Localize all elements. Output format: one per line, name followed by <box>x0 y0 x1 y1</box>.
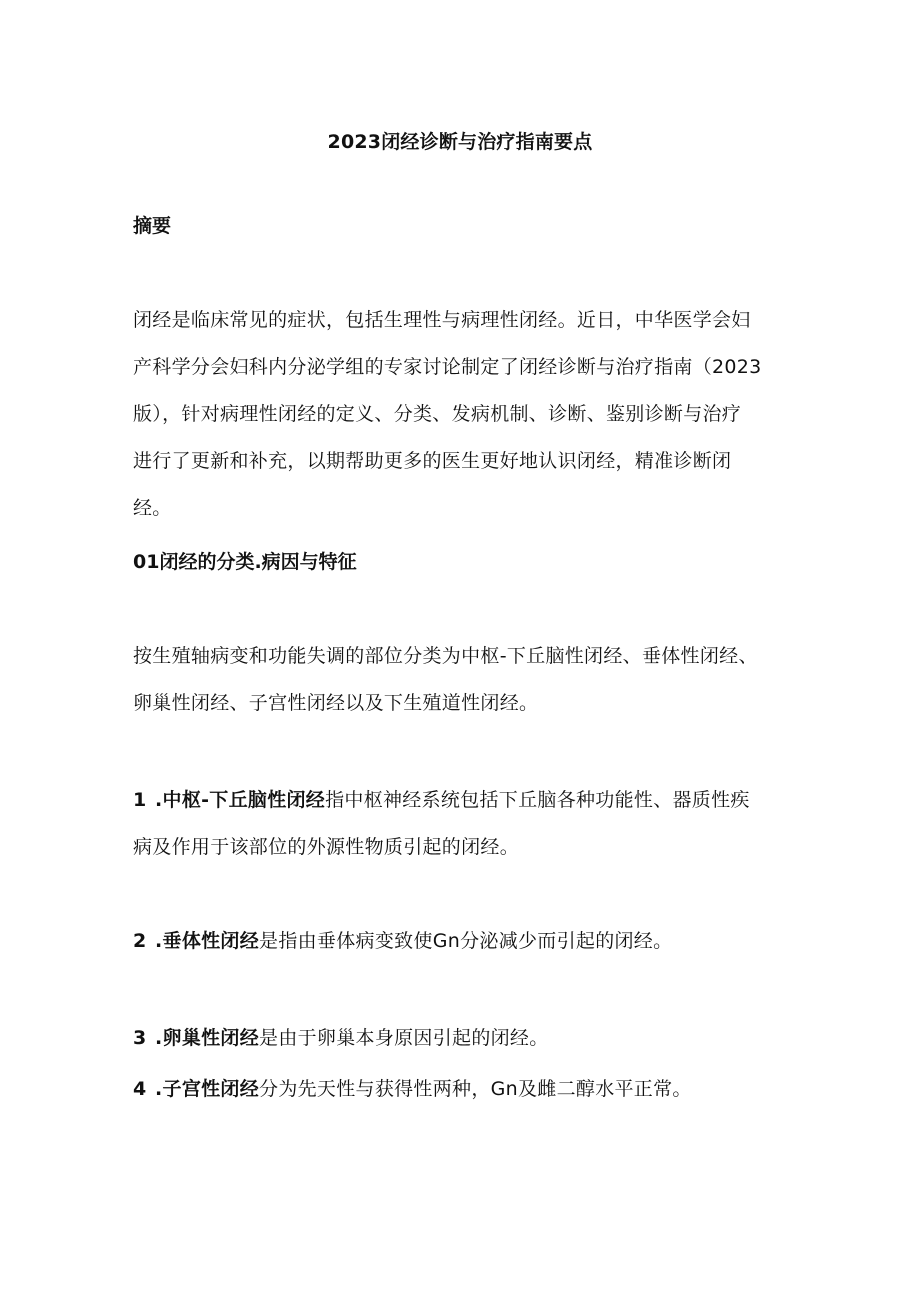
section-heading: 01闭经的分类.病因与特征 <box>133 551 357 573</box>
list-item-number: 4 <box>133 1078 147 1100</box>
list-item <box>133 918 793 965</box>
list-item-number: 2 <box>133 930 147 952</box>
list-item <box>133 1066 793 1113</box>
list-item-term: .子宫性闭经 <box>155 1078 260 1100</box>
abstract-line: 经。 <box>133 497 172 519</box>
abstract-paragraph <box>133 297 793 532</box>
list-item-line <box>133 1015 793 1062</box>
section-intro-line: 按生殖轴病变和功能失调的部位分类为中枢-下丘脑性闭经、垂体性闭经、 <box>133 645 758 667</box>
section-intro-line: 卵巢性闭经、子宫性闭经以及下生殖道性闭经。 <box>133 692 539 714</box>
abstract-line: 进行了更新和补充，以期帮助更多的医生更好地认识闭经，精准诊断闭 <box>133 450 732 472</box>
list-item-line <box>133 918 793 965</box>
abstract-line: 产科学分会妇科内分泌学组的专家讨论制定了闭经诊断与治疗指南（2023 <box>133 356 762 378</box>
list-item-term: .中枢-下丘脑性闭经 <box>155 789 326 811</box>
list-item-text: 是由于卵巢本身原因引起的闭经。 <box>259 1027 549 1049</box>
section-intro-paragraph <box>133 633 793 727</box>
list-item-term: .卵巢性闭经 <box>155 1027 260 1049</box>
abstract-line: 闭经是临床常见的症状，包括生理性与病理性闭经。近日，中华医学会妇 <box>133 309 751 331</box>
list-item-text: 指中枢神经系统包括下丘脑各种功能性、器质性疾 <box>325 789 750 811</box>
document-title: 2023闭经诊断与治疗指南要点 <box>327 131 593 153</box>
list-item-number: 3 <box>133 1027 147 1049</box>
list-item <box>133 1015 793 1062</box>
abstract-heading: 摘要 <box>133 215 172 237</box>
abstract-line: 版），针对病理性闭经的定义、分类、发病机制、诊断、鉴别诊断与治疗 <box>133 403 742 425</box>
list-item-text: 分为先天性与获得性两种，Gn及雌二醇水平正常。 <box>259 1078 692 1100</box>
list-item-line <box>133 777 793 824</box>
list-item-term: .垂体性闭经 <box>155 930 260 952</box>
list-item-text: 是指由垂体病变致使Gn分泌减少而引起的闭经。 <box>259 930 673 952</box>
list-item <box>133 777 793 871</box>
list-item-number: 1 <box>133 789 147 811</box>
list-item-line: 病及作用于该部位的外源性物质引起的闭经。 <box>133 836 520 858</box>
list-item-line <box>133 1066 793 1113</box>
